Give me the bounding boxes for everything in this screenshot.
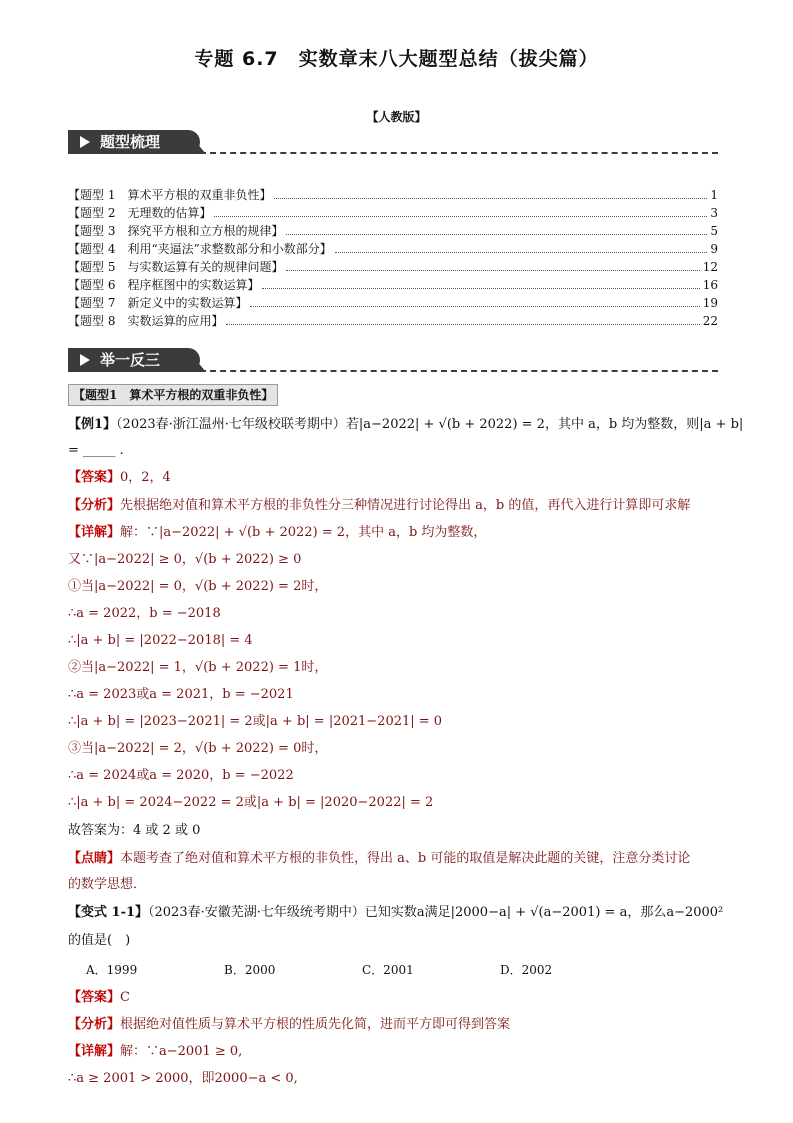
detail-line: ∴|a + b| = |2023−2021| = 2或|a + b| = |2021−2021| = 0 — [68, 714, 443, 729]
toc-item[interactable]: 【题型 2 无理数的估算】 3 — [68, 206, 718, 220]
dashed-divider — [200, 152, 718, 154]
example-question: 【例1】（2023春·浙江温州·七年级校联考期中）若|a−2022| + √(b + 2022) = 2，其中 a，b 均为整数，则|a + b| — [68, 417, 744, 432]
answer: 【答案】C — [68, 990, 130, 1005]
page-title: 专题 6.7 实数章末八大题型总结（拔尖篇） — [194, 48, 599, 70]
edition-label: 【人教版】 — [366, 110, 427, 124]
answer-choices — [86, 961, 686, 979]
analysis: 【分析】根据绝对值性质与算术平方根的性质先化简，进而平方即可得到答案 — [68, 1017, 511, 1032]
detail-line: 又∵|a−2022| ≥ 0，√(b + 2022) ≥ 0 — [68, 552, 302, 567]
detail-line: 故答案为：4 或 2 或 0 — [68, 823, 201, 838]
detail-line: ②当|a−2022| = 1，√(b + 2022) = 1时， — [68, 660, 328, 675]
banner-label: 题型梳理 — [100, 133, 161, 151]
analysis: 【分析】先根据绝对值和算术平方根的非负性分三种情况进行讨论得出 a，b 的值，再代入进行计算即可求解 — [68, 498, 691, 513]
banner-label: 举一反三 — [100, 351, 161, 369]
detail-line: ∴a = 2024或a = 2020，b = −2022 — [68, 768, 294, 783]
banner-examples — [68, 348, 718, 376]
choice-d[interactable]: D．2002 — [500, 963, 553, 977]
variant-question-cont: 的值是( ) — [68, 933, 131, 948]
choice-a[interactable]: A．1999 — [86, 963, 138, 977]
choice-b[interactable]: B．2000 — [224, 963, 276, 977]
toc-item[interactable]: 【题型 4 利用“夹逼法”求整数部分和小数部分】 9 — [68, 242, 718, 256]
comment-cont: 的数学思想． — [68, 877, 147, 892]
detail-line: ①当|a−2022| = 0，√(b + 2022) = 2时， — [68, 579, 328, 594]
variant-question: 【变式 1-1】（2023春·安徽芜湖·七年级统考期中）已知实数a满足|2000−a| + √(a−2001) = a，那么a−2000² — [68, 905, 724, 920]
toc-item[interactable]: 【题型 3 探究平方根和立方根的规律】 5 — [68, 224, 718, 238]
play-triangle-icon — [80, 354, 90, 366]
detail-line: ③当|a−2022| = 2，√(b + 2022) = 0时， — [68, 741, 328, 756]
toc-item[interactable]: 【题型 8 实数运算的应用】 22 — [68, 314, 718, 328]
detail-line: 【详解】解：∵a−2001 ≥ 0, — [68, 1044, 243, 1059]
toc-item[interactable]: 【题型 6 程序框图中的实数运算】 16 — [68, 278, 718, 292]
section-heading: 【题型1 算术平方根的双重非负性】 — [68, 384, 278, 406]
banner-topic-overview — [68, 130, 718, 158]
choice-c[interactable]: C．2001 — [362, 963, 414, 977]
detail-line: ∴|a + b| = |2022−2018| = 4 — [68, 633, 253, 648]
detail-line: ∴|a + b| = 2024−2022 = 2或|a + b| = |2020−2022| = 2 — [68, 795, 434, 810]
example-question-cont: = _____ . — [68, 443, 124, 458]
detail-line: ∴a = 2023或a = 2021，b = −2021 — [68, 687, 294, 702]
dashed-divider — [200, 370, 718, 372]
toc-item[interactable]: 【题型 1 算术平方根的双重非负性】 1 — [68, 188, 718, 202]
answer: 【答案】0，2，4 — [68, 470, 171, 485]
detail-line: ∴a ≥ 2001 > 2000，即2000−a < 0, — [68, 1071, 298, 1086]
toc-item[interactable]: 【题型 7 新定义中的实数运算】 19 — [68, 296, 718, 310]
detail-line: ∴a = 2022，b = −2018 — [68, 606, 221, 621]
comment: 【点睛】本题考查了绝对值和算术平方根的非负性，得出 a、b 可能的取值是解决此题的关键，注意分类讨论 — [68, 851, 691, 866]
play-triangle-icon — [80, 136, 90, 148]
toc-item[interactable]: 【题型 5 与实数运算有关的规律问题】 12 — [68, 260, 718, 274]
detail-line: 【详解】解：∵|a−2022| + √(b + 2022) = 2，其中 a，b 均为整数， — [68, 525, 487, 540]
